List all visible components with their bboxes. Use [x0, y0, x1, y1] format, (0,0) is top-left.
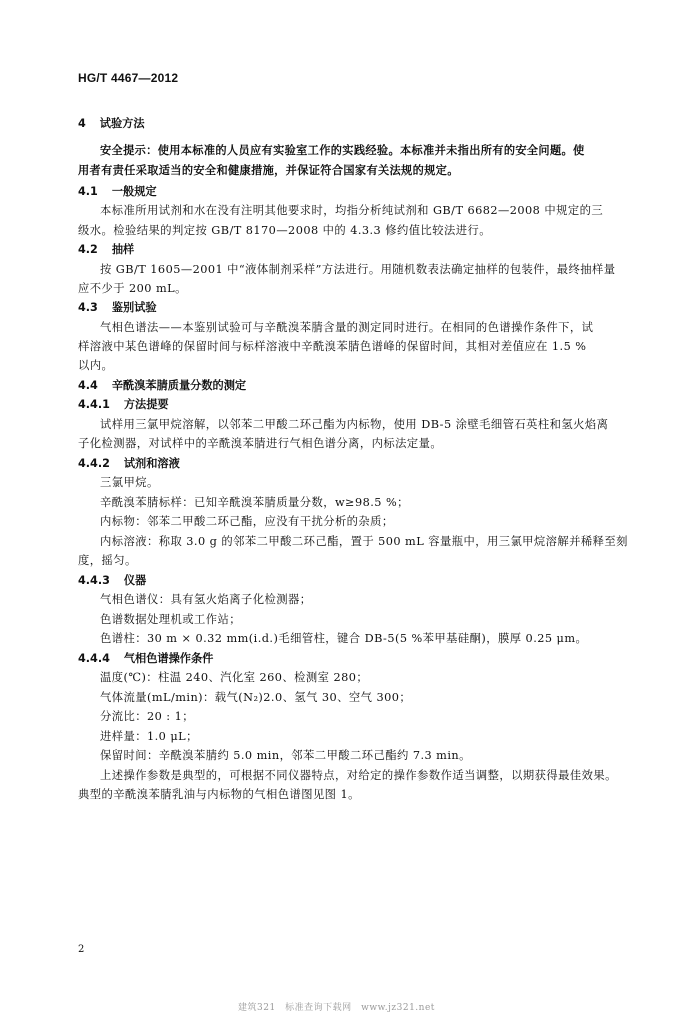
section-4-3-heading [78, 299, 157, 315]
section-4-4-4-title: 气相色谱操作条件 [123, 652, 214, 665]
para-4-4-4-line-5: 保留时间：辛酰溴苯腈约 5.0 min，邻苯二甲酸二环己酯约 7.3 min。 [100, 749, 471, 762]
section-4-2-number: 4.2 [78, 243, 98, 256]
para-4-4-4-line-4: 进样量：1.0 μL； [100, 730, 198, 743]
section-4-3-number: 4.3 [78, 301, 98, 314]
para-4-4-2-line-2: 辛酰溴苯腈标样：已知辛酰溴苯腈质量分数，w≥98.5 %； [100, 496, 409, 509]
section-4-1-heading [78, 183, 157, 199]
para-4-2-line-1: 按 GB/T 1605—2001 中“液体制剂采样”方法进行。用随机数表法确定抽样的包装件，最终抽样量 [100, 263, 616, 276]
para-4-4-2-line-4: 内标溶液：称取 3.0 g 的邻苯二甲酸二环己酯，置于 500 mL 容量瓶中，用三氯甲烷溶解并稀释至刻 [100, 535, 628, 548]
section-4-3-title: 鉴别试验 [111, 301, 157, 314]
para-4-4-4-line-1: 温度(℃)：柱温 240、汽化室 260、检测室 280； [100, 671, 369, 684]
section-4-4-number: 4.4 [78, 379, 98, 392]
section-4-4-title: 辛酰溴苯腈质量分数的测定 [111, 379, 247, 392]
safety-note-line-2: 用者有责任采取适当的安全和健康措施，并保证符合国家有关法规的规定。 [78, 164, 459, 177]
para-4-4-4-line-7: 典型的辛酰溴苯腈乳油与内标物的气相色谱图见图 1。 [78, 788, 360, 801]
section-4-1-number: 4.1 [78, 185, 98, 198]
section-4-4-3-number: 4.4.3 [78, 574, 110, 587]
para-4-4-1-line-1: 试样用三氯甲烷溶解，以邻苯二甲酸二环己酯为内标物，使用 DB-5 涂壁毛细管石英柱和氢火焰离 [100, 418, 609, 431]
section-4-2-heading [78, 241, 134, 257]
para-4-3-line-2: 样溶液中某色谱峰的保留时间与标样溶液中辛酰溴苯腈色谱峰的保留时间，其相对差值应在 1.5 % [78, 340, 587, 353]
para-4-2-line-2: 应不少于 200 mL。 [78, 282, 187, 295]
section-4-4-heading [78, 377, 246, 393]
section-4-2-title: 抽样 [111, 243, 135, 256]
para-4-4-4-line-2: 气体流量(mL/min)：载气(N₂)2.0、氢气 30、空气 300； [100, 691, 412, 704]
standard-number: HG/T 4467—2012 [78, 71, 179, 85]
para-4-1-line-2: 级水。检验结果的判定按 GB/T 8170—2008 中的 4.3.3 修约值比较法进行。 [78, 224, 491, 237]
section-4-4-1-heading [78, 396, 169, 412]
para-4-4-3-line-2: 色谱数据处理机或工作站； [100, 613, 241, 626]
section-4-4-1-title: 方法提要 [123, 398, 169, 411]
para-4-4-3-line-3: 色谱柱：30 m × 0.32 mm(i.d.)毛细管柱，键合 DB-5(5 %苯甲基硅酮)，膜厚 0.25 μm。 [100, 632, 588, 645]
page-number: 2 [78, 944, 85, 955]
para-4-4-2-line-5: 度，摇匀。 [78, 554, 137, 567]
section-4-title: 试验方法 [99, 117, 145, 130]
para-4-4-4-line-3: 分流比：20 : 1； [100, 710, 194, 723]
section-4-4-3-title: 仪器 [123, 574, 147, 587]
section-4-4-3-heading [78, 572, 146, 588]
para-4-4-3-line-1: 气相色谱仪：具有氢火焰离子化检测器； [100, 593, 312, 606]
para-4-1-line-1: 本标准所用试剂和水在没有注明其他要求时，均指分析纯试剂和 GB/T 6682—2008 中规定的三 [100, 204, 604, 217]
para-4-4-1-line-2: 子化检测器，对试样中的辛酰溴苯腈进行气相色谱分离，内标法定量。 [78, 437, 443, 450]
section-4-4-2-number: 4.4.2 [78, 457, 110, 470]
para-4-3-line-1: 气相色谱法——本鉴别试验可与辛酰溴苯腈含量的测定同时进行。在相同的色谱操作条件下，试 [100, 321, 594, 334]
site-watermark: 建筑321 标准查询下载网 www.jz321.net [238, 1003, 435, 1013]
section-4-1-title: 一般规定 [111, 185, 157, 198]
para-4-4-4-line-6: 上述操作参数是典型的，可根据不同仪器特点，对给定的操作参数作适当调整，以期获得最佳效果。 [100, 769, 617, 782]
section-4-4-2-heading [78, 455, 180, 471]
section-4-number: 4 [78, 117, 86, 130]
section-4-4-1-number: 4.4.1 [78, 398, 110, 411]
para-4-4-2-line-3: 内标物：邻苯二甲酸二环己酯，应没有干扰分析的杂质； [100, 515, 394, 528]
para-4-4-2-line-1: 三氯甲烷。 [100, 476, 159, 489]
safety-note-line-1: 安全提示：使用本标准的人员应有实验室工作的实践经验。本标准并未指出所有的安全问题。使 [100, 144, 585, 157]
section-4-4-4-number: 4.4.4 [78, 652, 110, 665]
para-4-3-line-3: 以内。 [78, 359, 114, 372]
section-4-heading [78, 115, 145, 131]
section-4-4-4-heading [78, 650, 213, 666]
section-4-4-2-title: 试剂和溶液 [123, 457, 180, 470]
